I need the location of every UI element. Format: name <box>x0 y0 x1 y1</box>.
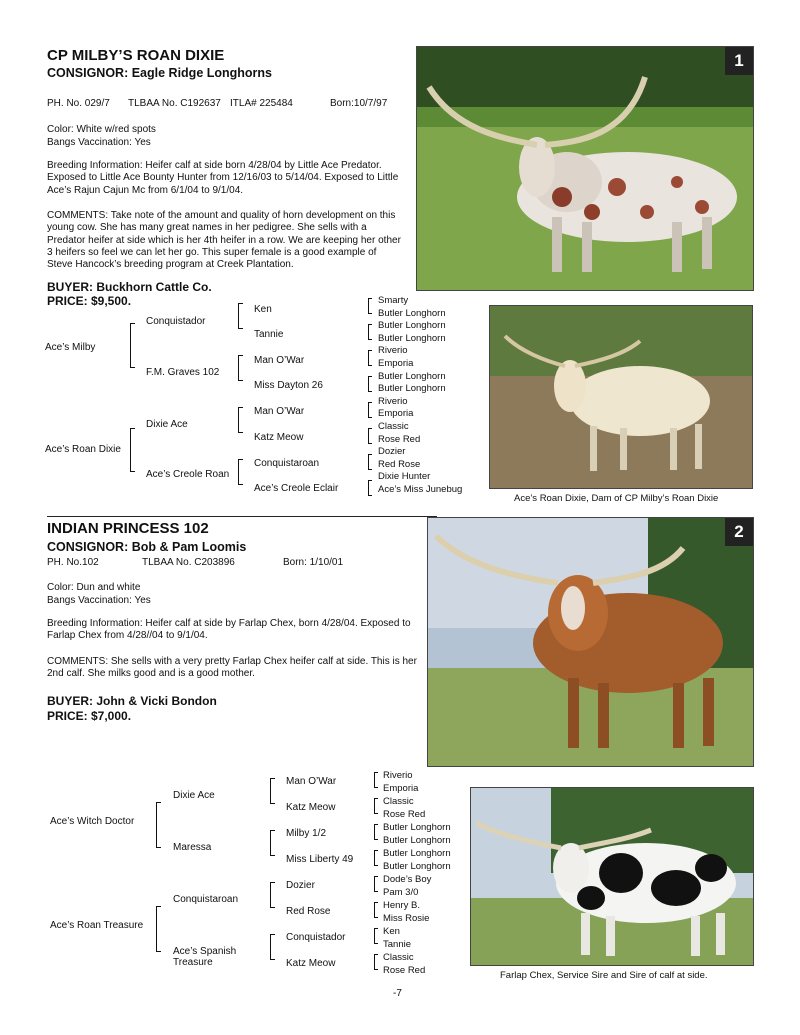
pedigree-gen3: Milby 1/2 <box>286 828 327 839</box>
longhorn-cow-photo <box>428 518 753 766</box>
pedigree-bracket <box>374 824 378 840</box>
lot-title: CP MILBY’S ROAN DIXIE <box>47 47 225 64</box>
pedigree-gen4: Tannie <box>383 939 411 950</box>
pedigree-gen3: Ken <box>254 304 272 315</box>
lot-number-badge: 1 <box>725 47 753 75</box>
pedigree-bracket <box>368 428 372 444</box>
pedigree-bracket <box>156 906 161 952</box>
pedigree-gen4-list <box>378 295 462 497</box>
lot-title: INDIAN PRINCESS 102 <box>47 520 209 537</box>
pedigree-gen4: Riverio <box>378 395 408 407</box>
pedigree-gen3: Man O’War <box>286 776 337 787</box>
pedigree-gen3: Katz Meow <box>254 432 304 443</box>
itla-number: ITLA# 225484 <box>230 98 293 109</box>
pedigree-gen4: Riverio <box>378 345 408 357</box>
breeding-info: Breeding Information: Heifer calf at side born 4/28/04 by Little Ace Predator. Exposed to Little Ace Bounty Hunter from 12/16/03 to 5/14/04. Exposed to Little Ace’s Rajun Cajun Mc from 6/1/04 to 9/1/04. <box>47 160 399 196</box>
comments: COMMENTS: Take note of the amount and quality of horn development on this young cow. She has many great names in her pedigree. She sells with a Predator heifer at side which is her 4th heifer in a row. We are keeping her other 3 heifers so feel we can let her go. This super female is a good example of Steve Hancock’s breeding program at Creek Plantation. <box>47 210 401 271</box>
pedigree-gen4: Classic <box>378 420 409 432</box>
bangs-vaccination: Bangs Vaccination: Yes <box>47 595 151 606</box>
pedigree-gen4-list <box>383 769 451 977</box>
pedigree-gen4: Classic <box>383 952 414 963</box>
pedigree-bracket <box>238 407 243 433</box>
pedigree-gen4: Butler Longhorn <box>378 307 446 319</box>
bangs-vaccination: Bangs Vaccination: Yes <box>47 137 151 148</box>
pedigree-bracket <box>130 323 135 368</box>
pedigree-sire: Ace’s Milby <box>45 342 96 353</box>
pedigree-gen4: Butler Longhorn <box>383 822 451 833</box>
buyer: BUYER: John & Vicki Bondon <box>47 694 217 708</box>
pedigree-bracket <box>368 402 372 418</box>
pedigree-gen3: Miss Liberty 49 <box>286 854 354 865</box>
pedigree-gen4: Riverio <box>383 770 413 781</box>
pedigree-gen4: Butler Longhorn <box>378 320 446 332</box>
pedigree-gen4: Butler Longhorn <box>378 332 446 344</box>
pedigree-gen4: Smarty <box>378 295 409 306</box>
pedigree-gen3: Katz Meow <box>286 802 336 813</box>
comments: COMMENTS: She sells with a very pretty Farlap Chex heifer calf at side. This is her 2nd calf. She milks good and is a good mother. <box>47 656 417 680</box>
pedigree-gen2: Conquistaroan <box>173 894 239 905</box>
pedigree-bracket <box>368 324 372 340</box>
pedigree-bracket <box>368 350 372 366</box>
pedigree-bracket <box>270 934 275 960</box>
pedigree-gen4: Dode’s Boy <box>383 874 432 885</box>
pedigree-bracket <box>374 876 378 892</box>
pedigree-bracket <box>238 355 243 381</box>
lot-photo <box>427 517 754 767</box>
pedigree-gen4: Rose Red <box>383 965 426 976</box>
pedigree-bracket <box>374 798 378 814</box>
section-divider <box>47 516 437 517</box>
spotted-bull-photo <box>471 788 753 965</box>
pedigree-gen4: Ace’s Miss Junebug <box>378 483 463 495</box>
pedigree-dam: Ace’s Roan Treasure <box>50 920 144 931</box>
pedigree-gen2: Ace’s Creole Roan <box>146 469 230 480</box>
pedigree-gen2: Maressa <box>173 842 212 853</box>
pedigree-gen3: Red Rose <box>286 906 331 917</box>
ph-number: PH. No.102 <box>47 557 99 568</box>
dam-photo-caption: Ace’s Roan Dixie, Dam of CP Milby’s Roan Dixie <box>514 493 719 504</box>
lot-photo <box>416 46 754 291</box>
pedigree-gen4: Dozier <box>378 446 406 458</box>
pedigree-bracket <box>270 830 275 856</box>
pedigree-gen3: Conquistaroan <box>254 458 320 469</box>
pedigree-gen4: Butler Longhorn <box>378 383 446 395</box>
pedigree-sire: Ace’s Witch Doctor <box>50 816 135 827</box>
born-date: Born: 1/10/01 <box>283 557 344 568</box>
pedigree-gen3: Katz Meow <box>286 958 336 969</box>
breeding-info: Breeding Information: Heifer calf at side by Farlap Chex, born 4/28/04. Exposed to Farlap Chex from 4/28//04 to 9/1/04. <box>47 618 411 642</box>
sire-photo <box>470 787 754 966</box>
tlbaa-number: TLBAA No. C203896 <box>142 557 235 568</box>
pedigree-gen3: Man O’War <box>254 355 305 366</box>
color: Color: White w/red spots <box>47 124 156 135</box>
price: PRICE: $9,500. <box>47 294 132 308</box>
dam-photo <box>489 305 753 489</box>
pedigree-gen3: Tannie <box>254 329 284 340</box>
pedigree-bracket <box>270 778 275 804</box>
pedigree-dam: Ace’s Roan Dixie <box>45 444 121 455</box>
pedigree-bracket <box>368 298 372 314</box>
born-date: Born:10/7/97 <box>330 98 388 109</box>
ph-number: PH. No. 029/7 <box>47 98 110 109</box>
pedigree-gen2: Ace’s Spanish Treasure <box>173 946 237 968</box>
pedigree-gen3: Conquistador <box>286 932 346 943</box>
pedigree-bracket <box>238 459 243 485</box>
pedigree-bracket <box>374 772 378 788</box>
pedigree-bracket <box>270 882 275 908</box>
pedigree-bracket <box>374 954 378 970</box>
pedigree-bracket <box>238 303 243 329</box>
dam-cow-photo <box>490 306 752 488</box>
pedigree-gen4: Classic <box>383 796 414 807</box>
pedigree-gen4: Rose Red <box>383 809 426 820</box>
pedigree-gen2: Dixie Ace <box>173 790 215 801</box>
pedigree-gen4: Emporia <box>378 408 414 420</box>
pedigree-gen4: Emporia <box>378 357 414 369</box>
pedigree-gen2: Dixie Ace <box>146 419 188 430</box>
pedigree-gen4: Butler Longhorn <box>378 370 446 382</box>
pedigree-bracket <box>156 802 161 848</box>
page-number: -7 <box>393 988 402 999</box>
pedigree-gen3: Ace’s Creole Eclair <box>254 483 339 494</box>
pedigree-gen4: Butler Longhorn <box>383 861 451 872</box>
pedigree-gen4: Ken <box>383 926 400 937</box>
pedigree-gen4: Miss Rosie <box>383 913 430 924</box>
consignor: CONSIGNOR: Eagle Ridge Longhorns <box>47 66 273 80</box>
pedigree-bracket <box>374 850 378 866</box>
pedigree-gen4: Dixie Hunter <box>378 471 431 483</box>
tlbaa-number: TLBAA No. C192637 <box>128 98 221 109</box>
price: PRICE: $7,000. <box>47 709 132 723</box>
pedigree-gen4: Emporia <box>383 783 419 794</box>
pedigree-bracket <box>374 902 378 918</box>
pedigree-gen3: Man O’War <box>254 406 305 417</box>
pedigree-gen2: F.M. Graves 102 <box>146 367 220 378</box>
pedigree-gen4: Henry B. <box>383 900 420 911</box>
pedigree-bracket <box>130 428 135 472</box>
pedigree-bracket <box>368 376 372 392</box>
pedigree-gen4: Pam 3/0 <box>383 887 419 898</box>
pedigree-gen4: Butler Longhorn <box>383 848 451 859</box>
pedigree-gen4: Butler Longhorn <box>383 835 451 846</box>
pedigree-gen4: Red Rose <box>378 458 421 470</box>
pedigree-gen2: Conquistador <box>146 316 206 327</box>
sire-photo-caption: Farlap Chex, Service Sire and Sire of calf at side. <box>500 970 708 981</box>
pedigree-bracket <box>374 928 378 944</box>
pedigree-bracket <box>368 480 372 496</box>
color: Color: Dun and white <box>47 582 141 593</box>
pedigree-bracket <box>368 454 372 470</box>
pedigree-gen4: Rose Red <box>378 433 421 445</box>
consignor: CONSIGNOR: Bob & Pam Loomis <box>47 540 247 554</box>
pedigree-gen3: Dozier <box>286 880 315 891</box>
buyer: BUYER: Buckhorn Cattle Co. <box>47 280 212 294</box>
lot-number-badge: 2 <box>725 518 753 546</box>
pedigree-gen3: Miss Dayton 26 <box>254 380 323 391</box>
longhorn-cow-photo <box>417 47 753 290</box>
